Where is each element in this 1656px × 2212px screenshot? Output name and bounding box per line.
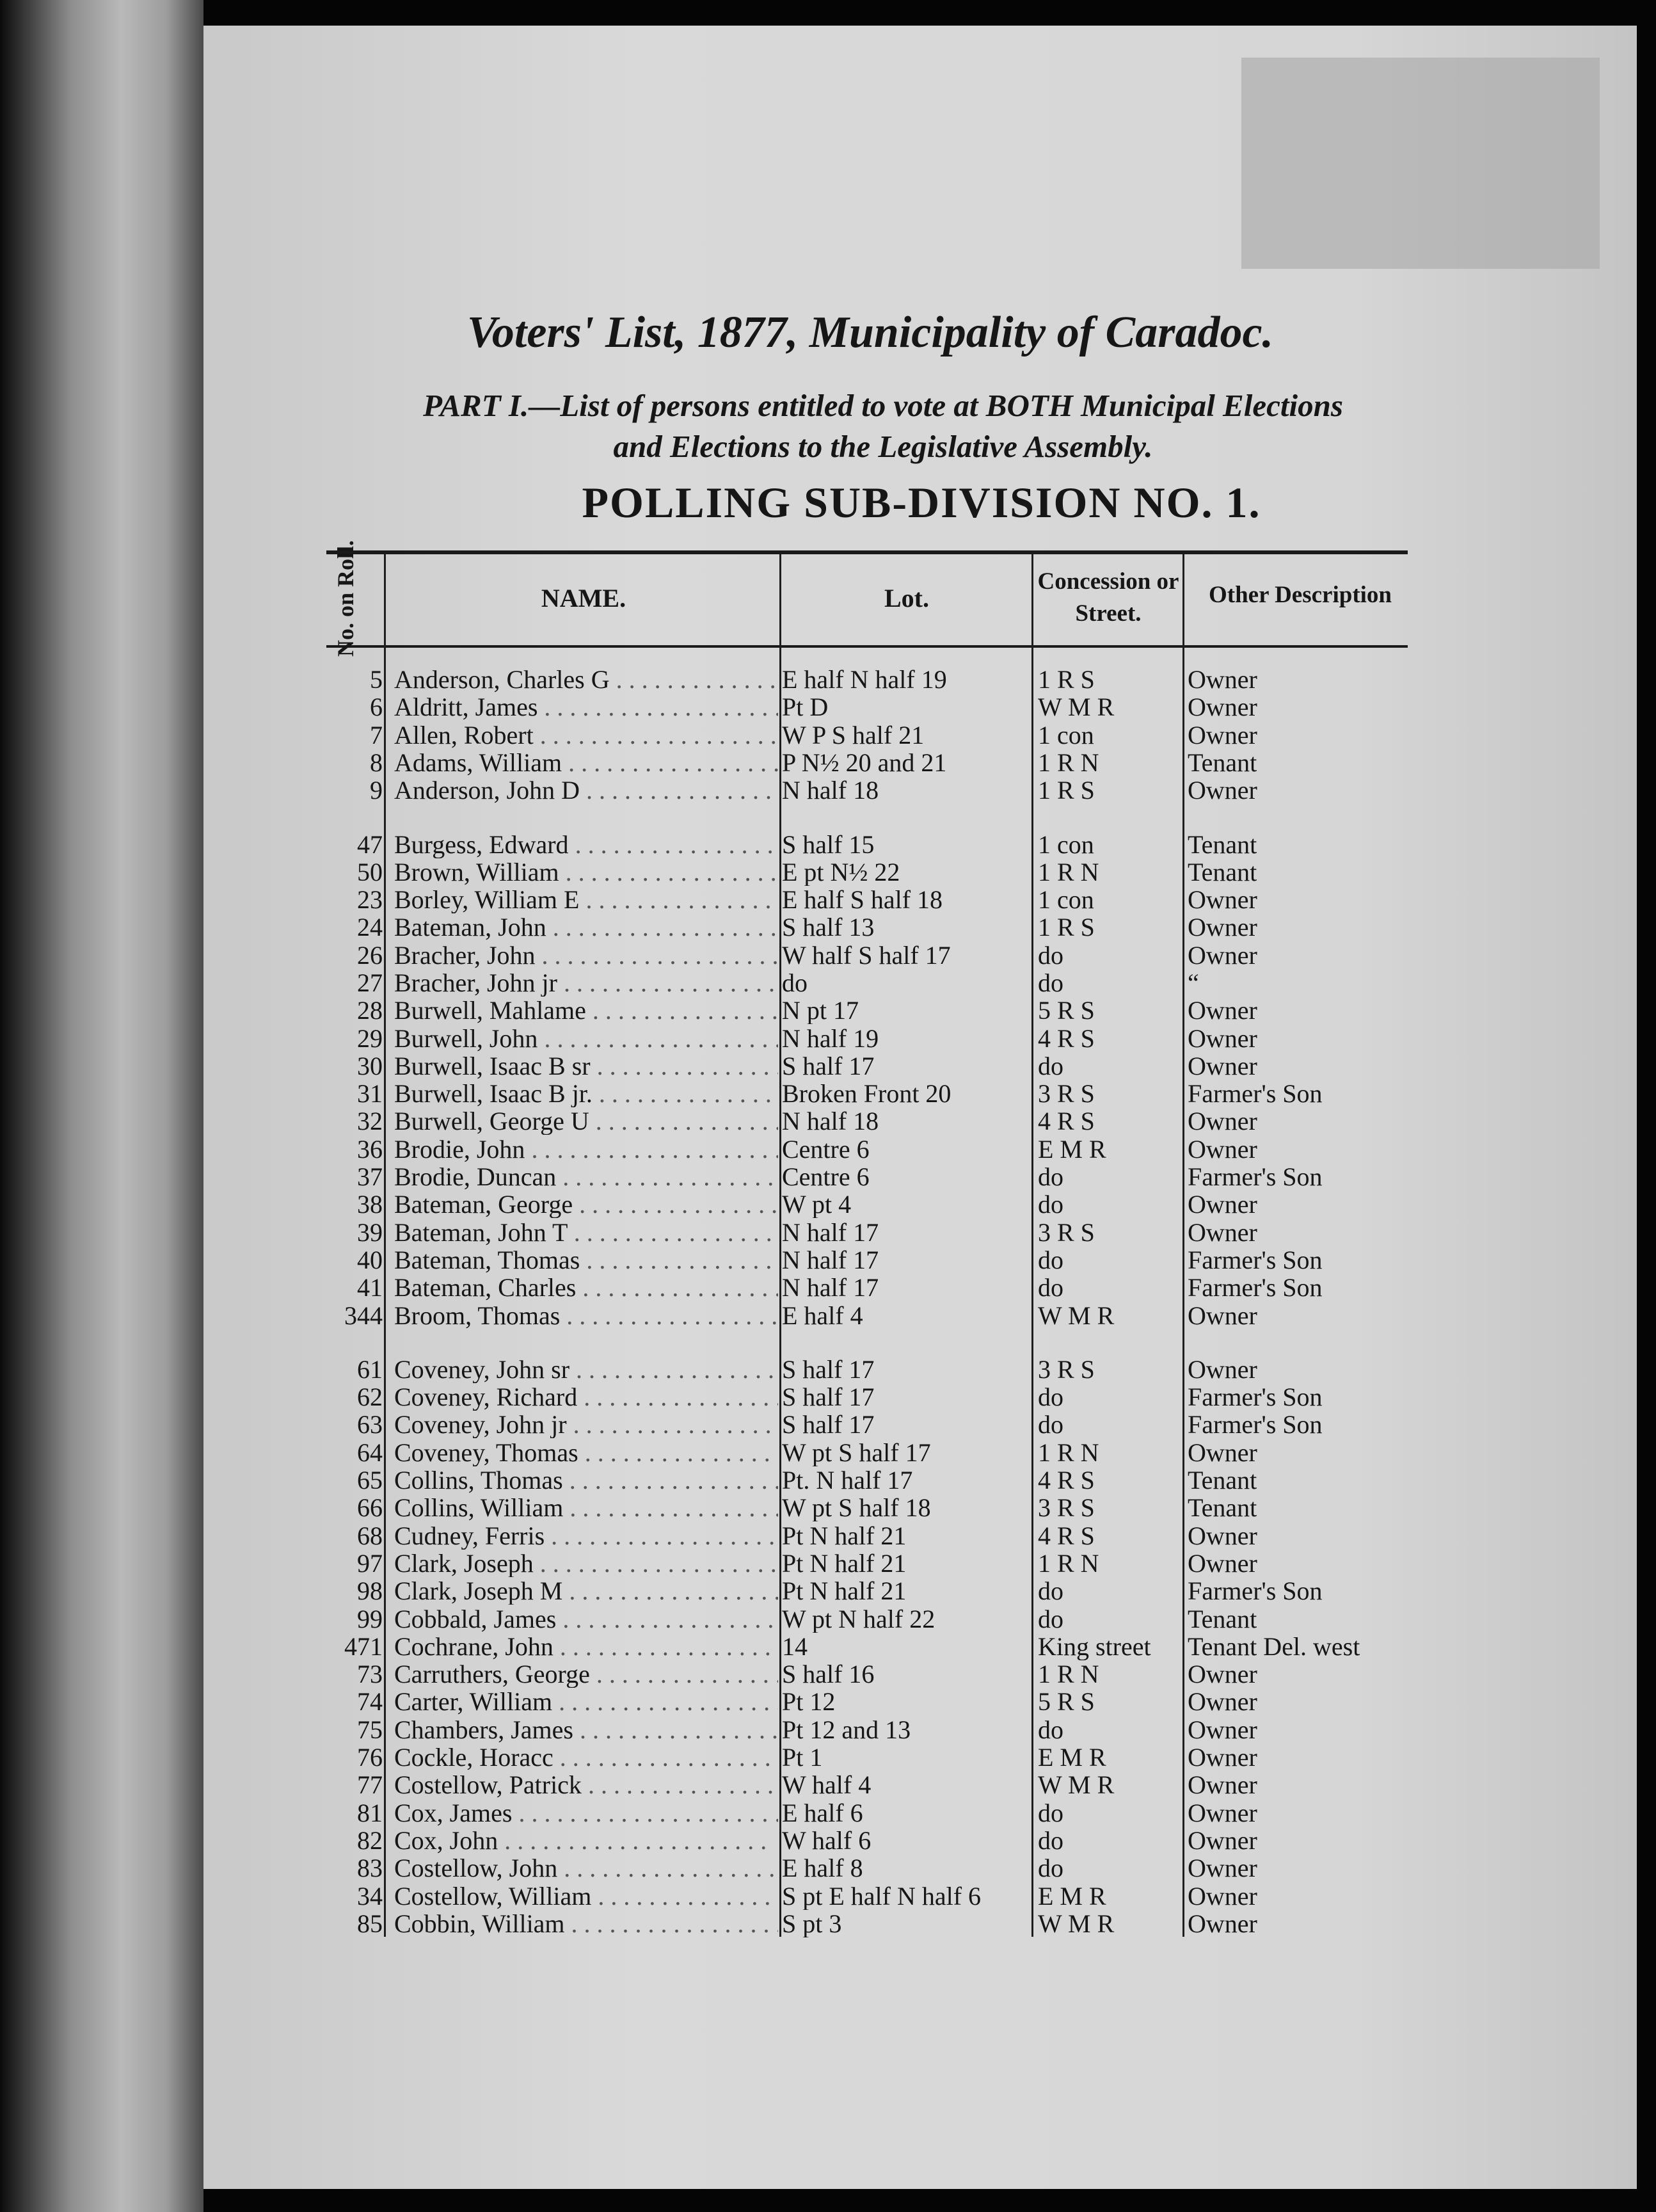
concession-or-street: do: [1038, 1827, 1063, 1854]
concession-or-street: 5 R S: [1038, 1688, 1095, 1715]
lot-description: E pt N½ 22: [782, 858, 900, 886]
table-row: [0, 1466, 1656, 1494]
roll-number: 40: [357, 1246, 383, 1274]
table-row: [0, 969, 1656, 997]
table-row: [0, 858, 1656, 886]
voter-name: Clark, Joseph . . .: [394, 1550, 778, 1577]
table-row: [0, 1716, 1656, 1743]
concession-or-street: E M R: [1038, 1882, 1106, 1910]
table-row: [0, 1688, 1656, 1715]
table-row: [0, 886, 1656, 913]
roll-number: 50: [357, 858, 383, 886]
lot-description: do: [782, 969, 808, 997]
other-description: Tenant: [1188, 1494, 1257, 1521]
other-description: Owner: [1188, 1827, 1257, 1854]
voter-name: Adams, William . . .: [394, 749, 778, 776]
voter-name: Bateman, Charles . . .: [394, 1274, 778, 1301]
other-description: Tenant: [1188, 749, 1257, 776]
roll-number: 30: [357, 1052, 383, 1080]
concession-or-street: 1 con: [1038, 831, 1094, 858]
lot-description: S half 13: [782, 913, 875, 941]
roll-number: 23: [357, 886, 383, 913]
roll-number: 37: [357, 1163, 383, 1190]
table-row: [0, 1411, 1656, 1438]
voter-name: Cobbin, William . . .: [394, 1910, 778, 1937]
roll-number: 82: [357, 1827, 383, 1854]
other-description: Owner: [1188, 1716, 1257, 1743]
concession-or-street: 4 R S: [1038, 1522, 1095, 1550]
concession-or-street: do: [1038, 1854, 1063, 1882]
lot-description: Pt D: [782, 693, 829, 721]
voter-name: Bracher, John . . .: [394, 942, 778, 969]
other-description: Owner: [1188, 1771, 1257, 1799]
other-description: Farmer's Son: [1188, 1246, 1323, 1274]
table-top-rule: [326, 550, 1408, 554]
concession-or-street: do: [1038, 1577, 1063, 1605]
lot-description: N half 18: [782, 776, 879, 804]
table-row: [0, 1854, 1656, 1882]
concession-or-street: 1 R S: [1038, 913, 1095, 941]
concession-or-street: do: [1038, 1383, 1063, 1411]
other-description: Owner: [1188, 886, 1257, 913]
other-description: Owner: [1188, 997, 1257, 1024]
concession-or-street: 1 R N: [1038, 1550, 1099, 1577]
lot-description: W half 4: [782, 1771, 872, 1799]
other-description: Owner: [1188, 1052, 1257, 1080]
other-description: Farmer's Son: [1188, 1080, 1323, 1107]
voter-name: Borley, William E . . .: [394, 886, 778, 913]
lot-description: N half 18: [782, 1107, 879, 1135]
lot-description: Pt 12 and 13: [782, 1716, 911, 1743]
roll-number: 38: [357, 1190, 383, 1218]
lot-description: Pt N half 21: [782, 1522, 907, 1550]
other-description: Owner: [1188, 1219, 1257, 1246]
voter-name: Burwell, Isaac B jr. . . .: [394, 1080, 778, 1107]
table-row: [0, 1025, 1656, 1052]
concession-or-street: do: [1038, 942, 1063, 969]
table-row: [0, 1660, 1656, 1688]
table-row: [0, 1577, 1656, 1605]
table-row: [0, 1219, 1656, 1246]
roll-number: 68: [357, 1522, 383, 1550]
concession-or-street: do: [1038, 1052, 1063, 1080]
lot-description: Pt 1: [782, 1743, 823, 1771]
other-description: Owner: [1188, 776, 1257, 804]
lot-description: Pt N half 21: [782, 1577, 907, 1605]
roll-number: 77: [357, 1771, 383, 1799]
voter-name: Costellow, John . . .: [394, 1854, 778, 1882]
other-description: Owner: [1188, 1910, 1257, 1937]
lot-description: Centre 6: [782, 1135, 870, 1163]
other-description: Owner: [1188, 1190, 1257, 1218]
roll-number: 36: [357, 1135, 383, 1163]
other-description: Owner: [1188, 1107, 1257, 1135]
concession-or-street: do: [1038, 1716, 1063, 1743]
other-description: Owner: [1188, 1522, 1257, 1550]
roll-number: 75: [357, 1716, 383, 1743]
polling-subdivision-heading: POLLING SUB-DIVISION NO. 1.: [582, 478, 1261, 527]
table-row: [0, 1107, 1656, 1135]
voter-name: Brodie, Duncan . . .: [394, 1163, 778, 1190]
other-description: Farmer's Son: [1188, 1274, 1323, 1301]
roll-number: 99: [357, 1605, 383, 1633]
voter-name: Bateman, George . . .: [394, 1190, 778, 1218]
roll-number: 98: [357, 1577, 383, 1605]
concession-or-street: King street: [1038, 1633, 1151, 1660]
header-no-on-roll: No. on Roll.: [333, 540, 358, 657]
concession-or-street: 1 R N: [1038, 1660, 1099, 1688]
lot-description: N half 17: [782, 1246, 879, 1274]
lot-description: W half 6: [782, 1827, 872, 1854]
part-heading: [320, 385, 1446, 467]
lot-description: N half 17: [782, 1274, 879, 1301]
lot-description: E half N half 19: [782, 666, 947, 693]
voter-name: Burgess, Edward . . .: [394, 831, 778, 858]
table-row: [0, 997, 1656, 1024]
concession-or-street: do: [1038, 1799, 1063, 1827]
other-description: Owner: [1188, 1135, 1257, 1163]
roll-number: 81: [357, 1799, 383, 1827]
other-description: Owner: [1188, 1356, 1257, 1383]
voter-name: Costellow, William . . .: [394, 1882, 778, 1910]
roll-number: 41: [357, 1274, 383, 1301]
concession-or-street: W M R: [1038, 693, 1115, 721]
roll-number: 29: [357, 1025, 383, 1052]
other-description: Tenant: [1188, 831, 1257, 858]
other-description: Owner: [1188, 1882, 1257, 1910]
voter-name: Bracher, John jr . . .: [394, 969, 778, 997]
roll-number: 47: [357, 831, 383, 858]
voter-name: Burwell, George U . . .: [394, 1107, 778, 1135]
table-row: [0, 1910, 1656, 1937]
voter-name: Anderson, John D . . .: [394, 776, 778, 804]
roll-number: 471: [344, 1633, 383, 1660]
voter-name: Clark, Joseph M . . .: [394, 1577, 778, 1605]
table-row: [0, 1439, 1656, 1466]
header-other-description: Other Description: [1208, 582, 1392, 608]
other-description: Owner: [1188, 1854, 1257, 1882]
lot-description: S half 17: [782, 1052, 875, 1080]
lot-description: E half 4: [782, 1302, 863, 1329]
roll-number: 63: [357, 1411, 383, 1438]
voter-name: Coveney, Thomas . . .: [394, 1439, 778, 1466]
lot-description: W pt S half 18: [782, 1494, 931, 1521]
other-description: Owner: [1188, 1302, 1257, 1329]
other-description: Owner: [1188, 666, 1257, 693]
other-description: Owner: [1188, 1688, 1257, 1715]
voter-name: Carruthers, George . . .: [394, 1660, 778, 1688]
other-description: Owner: [1188, 1439, 1257, 1466]
roll-number: 9: [370, 776, 383, 804]
concession-or-street: 3 R S: [1038, 1494, 1095, 1521]
table-row: [0, 749, 1656, 776]
voter-name: Anderson, Charles G . . .: [394, 666, 778, 693]
concession-or-street: do: [1038, 1605, 1063, 1633]
concession-or-street: 1 R S: [1038, 776, 1095, 804]
voter-name: Cox, John . . .: [394, 1827, 778, 1854]
concession-or-street: 1 R N: [1038, 749, 1099, 776]
header-lot: Lot.: [884, 584, 929, 613]
roll-number: 97: [357, 1550, 383, 1577]
voter-name: Burwell, John . . .: [394, 1025, 778, 1052]
lot-description: N half 17: [782, 1219, 879, 1246]
table-row: [0, 1882, 1656, 1910]
other-description: Tenant: [1188, 1605, 1257, 1633]
concession-or-street: 4 R S: [1038, 1107, 1095, 1135]
roll-number: 24: [357, 913, 383, 941]
lot-description: Pt. N half 17: [782, 1466, 913, 1494]
roll-number: 85: [357, 1910, 383, 1937]
concession-or-street: 4 R S: [1038, 1025, 1095, 1052]
table-row: [0, 1052, 1656, 1080]
other-description: Tenant Del. west: [1188, 1633, 1360, 1660]
table-row: [0, 913, 1656, 941]
table-row: [0, 1302, 1656, 1329]
lot-description: W pt N half 22: [782, 1605, 935, 1633]
voter-name: Bateman, John T . . .: [394, 1219, 778, 1246]
other-description: Owner: [1188, 693, 1257, 721]
voter-name: Bateman, Thomas . . .: [394, 1246, 778, 1274]
table-row: [0, 1080, 1656, 1107]
table-row: [0, 666, 1656, 693]
table-row: [0, 721, 1656, 749]
voter-name: Collins, William . . .: [394, 1494, 778, 1521]
concession-or-street: 1 R N: [1038, 858, 1099, 886]
voter-name: Coveney, John sr . . .: [394, 1356, 778, 1383]
other-description: Owner: [1188, 1743, 1257, 1771]
lot-description: Pt N half 21: [782, 1550, 907, 1577]
lot-description: Pt 12: [782, 1688, 836, 1715]
part-heading-line2: and Elections to the Legislative Assembly.: [613, 429, 1153, 464]
voter-name: Cockle, Horacc . . .: [394, 1743, 778, 1771]
part-heading-line1: PART I.—List of persons entitled to vote at BOTH Municipal Elections: [423, 388, 1343, 423]
roll-number: 26: [357, 942, 383, 969]
table-row: [0, 1550, 1656, 1577]
concession-or-street: W M R: [1038, 1771, 1115, 1799]
table-row: [0, 1383, 1656, 1411]
other-description: Tenant: [1188, 1466, 1257, 1494]
voter-name: Burwell, Isaac B sr . . .: [394, 1052, 778, 1080]
lot-description: 14: [782, 1633, 808, 1660]
table-row: [0, 693, 1656, 721]
voter-name: Cudney, Ferris . . .: [394, 1522, 778, 1550]
voter-name: Bateman, John . . .: [394, 913, 778, 941]
concession-or-street: 3 R S: [1038, 1219, 1095, 1246]
roll-number: 73: [357, 1660, 383, 1688]
roll-number: 34: [357, 1882, 383, 1910]
roll-number: 39: [357, 1219, 383, 1246]
roll-number: 32: [357, 1107, 383, 1135]
lot-description: S pt 3: [782, 1910, 842, 1937]
lot-description: S half 15: [782, 831, 875, 858]
table-row: [0, 1827, 1656, 1854]
table-row: [0, 1274, 1656, 1301]
voter-name: Cochrane, John . . .: [394, 1633, 778, 1660]
lot-description: S half 17: [782, 1383, 875, 1411]
voter-name: Chambers, James . . .: [394, 1716, 778, 1743]
table-row: [0, 1605, 1656, 1633]
voter-name: Coveney, John jr . . .: [394, 1411, 778, 1438]
table-row: [0, 1522, 1656, 1550]
lot-description: Broken Front 20: [782, 1080, 951, 1107]
other-description: Owner: [1188, 1025, 1257, 1052]
page-stain: [1241, 58, 1600, 269]
concession-or-street: 1 R N: [1038, 1439, 1099, 1466]
roll-number: 344: [344, 1302, 383, 1329]
roll-number: 31: [357, 1080, 383, 1107]
other-description: Farmer's Son: [1188, 1411, 1323, 1438]
concession-or-street: E M R: [1038, 1135, 1106, 1163]
concession-or-street: do: [1038, 969, 1063, 997]
lot-description: S pt E half N half 6: [782, 1882, 982, 1910]
table-row: [0, 1771, 1656, 1799]
voter-name: Carter, William . . .: [394, 1688, 778, 1715]
lot-description: E half 6: [782, 1799, 863, 1827]
voter-name: Broom, Thomas . . .: [394, 1302, 778, 1329]
roll-number: 66: [357, 1494, 383, 1521]
concession-or-street: do: [1038, 1163, 1063, 1190]
other-description: Owner: [1188, 1660, 1257, 1688]
table-row: [0, 1356, 1656, 1383]
concession-or-street: 3 R S: [1038, 1080, 1095, 1107]
other-description: Owner: [1188, 913, 1257, 941]
other-description: Owner: [1188, 721, 1257, 749]
other-description: “: [1188, 969, 1199, 997]
concession-or-street: W M R: [1038, 1302, 1115, 1329]
table-row: [0, 1633, 1656, 1660]
concession-or-street: 1 R S: [1038, 666, 1095, 693]
roll-number: 27: [357, 969, 383, 997]
other-description: Owner: [1188, 1550, 1257, 1577]
other-description: Farmer's Son: [1188, 1383, 1323, 1411]
lot-description: W pt 4: [782, 1190, 852, 1218]
roll-number: 61: [357, 1356, 383, 1383]
voter-name: Collins, Thomas . . .: [394, 1466, 778, 1494]
lot-description: S half 17: [782, 1356, 875, 1383]
roll-number: 83: [357, 1854, 383, 1882]
lot-description: W P S half 21: [782, 721, 925, 749]
lot-description: S half 16: [782, 1660, 875, 1688]
roll-number: 65: [357, 1466, 383, 1494]
concession-or-street: W M R: [1038, 1910, 1115, 1937]
table-row: [0, 1246, 1656, 1274]
table-row: [0, 942, 1656, 969]
other-description: Farmer's Son: [1188, 1577, 1323, 1605]
concession-or-street: do: [1038, 1274, 1063, 1301]
concession-or-street: 5 R S: [1038, 997, 1095, 1024]
voter-name: Aldritt, James . . .: [394, 693, 778, 721]
lot-description: P N½ 20 and 21: [782, 749, 947, 776]
roll-number: 74: [357, 1688, 383, 1715]
table-row: [0, 831, 1656, 858]
concession-or-street: 4 R S: [1038, 1466, 1095, 1494]
lot-description: E half 8: [782, 1854, 863, 1882]
roll-number: 5: [370, 666, 383, 693]
concession-or-street: do: [1038, 1190, 1063, 1218]
voter-name: Brodie, John . . .: [394, 1135, 778, 1163]
lot-description: Centre 6: [782, 1163, 870, 1190]
document-title: Voters' List, 1877, Municipality of Caradoc.: [466, 308, 1274, 357]
table-row: [0, 1743, 1656, 1771]
header-concession: Concession or Street.: [1037, 568, 1179, 627]
other-description: Farmer's Son: [1188, 1163, 1323, 1190]
table-row: [0, 776, 1656, 804]
voter-name: Cobbald, James . . .: [394, 1605, 778, 1633]
roll-number: 62: [357, 1383, 383, 1411]
table-row: [0, 1494, 1656, 1521]
header-name: NAME.: [541, 584, 626, 613]
table-row: [0, 1135, 1656, 1163]
voter-name: Costellow, Patrick . . .: [394, 1771, 778, 1799]
table-row: [0, 1799, 1656, 1827]
lot-description: N pt 17: [782, 997, 859, 1024]
concession-or-street: 1 con: [1038, 886, 1094, 913]
roll-number: 8: [370, 749, 383, 776]
concession-or-street: do: [1038, 1411, 1063, 1438]
lot-description: W half S half 17: [782, 942, 951, 969]
other-description: Tenant: [1188, 858, 1257, 886]
lot-description: S half 17: [782, 1411, 875, 1438]
roll-number: 76: [357, 1743, 383, 1771]
voter-name: Allen, Robert . . .: [394, 721, 778, 749]
roll-number: 6: [370, 693, 383, 721]
roll-number: 28: [357, 997, 383, 1024]
voter-name: Cox, James . . .: [394, 1799, 778, 1827]
roll-number: 7: [370, 721, 383, 749]
voter-name: Brown, William . . .: [394, 858, 778, 886]
table-row: [0, 1190, 1656, 1218]
concession-or-street: 3 R S: [1038, 1356, 1095, 1383]
concession-or-street: do: [1038, 1246, 1063, 1274]
roll-number: 64: [357, 1439, 383, 1466]
lot-description: N half 19: [782, 1025, 879, 1052]
lot-description: E half S half 18: [782, 886, 943, 913]
table-row: [0, 1163, 1656, 1190]
voter-name: Coveney, Richard . . .: [394, 1383, 778, 1411]
table-header-rule: [326, 645, 1408, 648]
voter-name: Burwell, Mahlame . . .: [394, 997, 778, 1024]
other-description: Owner: [1188, 1799, 1257, 1827]
other-description: Owner: [1188, 942, 1257, 969]
concession-or-street: 1 con: [1038, 721, 1094, 749]
lot-description: W pt S half 17: [782, 1439, 931, 1466]
concession-or-street: E M R: [1038, 1743, 1106, 1771]
